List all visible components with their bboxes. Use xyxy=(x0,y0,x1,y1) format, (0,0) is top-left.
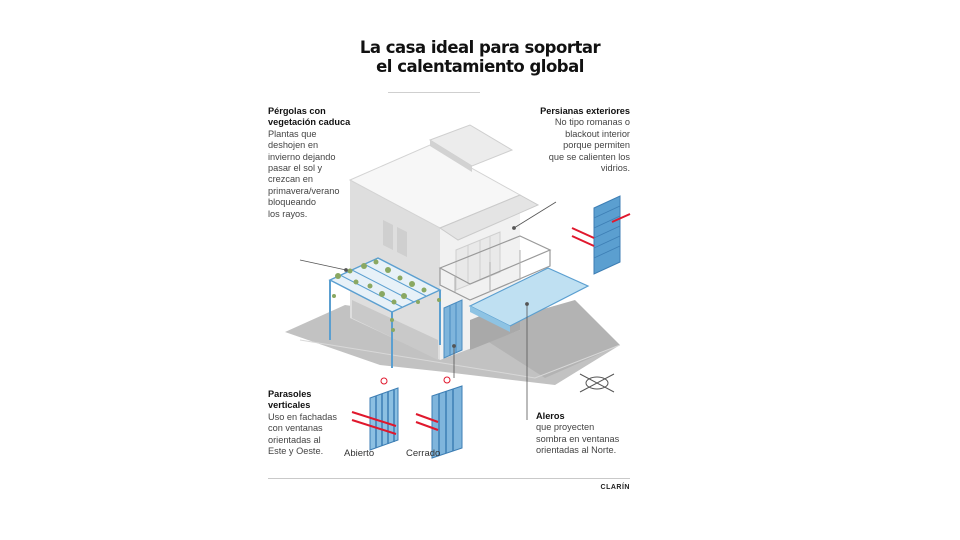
persiana-panel xyxy=(572,196,630,274)
label-persianas xyxy=(510,106,630,174)
label-aleros-line: sombra en ventanas xyxy=(536,433,620,444)
parasol-abierto xyxy=(352,378,398,450)
label-persianas-line: blackout interior xyxy=(565,128,630,139)
label-parasoles-heading-2: verticales xyxy=(268,400,311,411)
facade-vertical-shutter xyxy=(444,300,462,358)
label-pergolas-line: pasar el sol y xyxy=(268,163,323,174)
label-parasoles-line: Este y Oeste. xyxy=(268,446,324,457)
parasol-cerrado xyxy=(416,377,462,458)
label-pergolas-line: invierno dejando xyxy=(268,151,336,162)
label-aleros-heading: Aleros xyxy=(536,411,565,421)
label-parasoles-line: orientadas al xyxy=(268,434,321,445)
label-parasoles-heading-1: Parasoles xyxy=(268,389,312,399)
title-line-2: el calentamiento global xyxy=(376,57,584,76)
label-pergolas-line: crezcan en xyxy=(268,174,313,185)
compass-icon xyxy=(580,374,614,392)
label-pergolas-line: Plantas que xyxy=(268,128,317,139)
label-pergolas-line: los rayos. xyxy=(268,208,308,219)
label-parasoles-line: Uso en fachadas xyxy=(268,411,337,422)
label-pergolas-line: deshojen en xyxy=(268,140,319,151)
label-persianas-line: que se calienten los xyxy=(548,151,630,162)
title-line-1: La casa ideal para soportar xyxy=(359,38,601,57)
title-divider xyxy=(388,92,480,93)
label-pergolas-line: primavera/verano xyxy=(268,185,340,196)
label-persianas-line: porque permiten xyxy=(563,140,630,151)
label-persianas-line: No tipo romanas o xyxy=(554,117,630,128)
label-aleros-line: orientadas al Norte. xyxy=(536,445,617,456)
label-pergolas xyxy=(268,106,378,220)
label-aleros xyxy=(536,411,636,457)
label-aleros-line: que proyecten xyxy=(536,422,595,433)
label-pergolas-heading-1: Pérgolas con xyxy=(268,106,326,116)
label-pergolas-heading-2: vegetación caduca xyxy=(268,117,351,128)
label-persianas-heading: Persianas exteriores xyxy=(540,106,630,116)
page-title xyxy=(290,38,670,76)
bottom-divider xyxy=(268,478,630,479)
label-parasoles-line: con ventanas xyxy=(268,423,323,434)
brand-logo: CLARÍN xyxy=(600,484,630,491)
caption-cerrado: Cerrado xyxy=(406,448,441,459)
label-pergolas-line: bloqueando xyxy=(268,197,317,208)
caption-abierto: Abierto xyxy=(344,448,375,459)
label-persianas-line: vidrios. xyxy=(600,163,630,174)
